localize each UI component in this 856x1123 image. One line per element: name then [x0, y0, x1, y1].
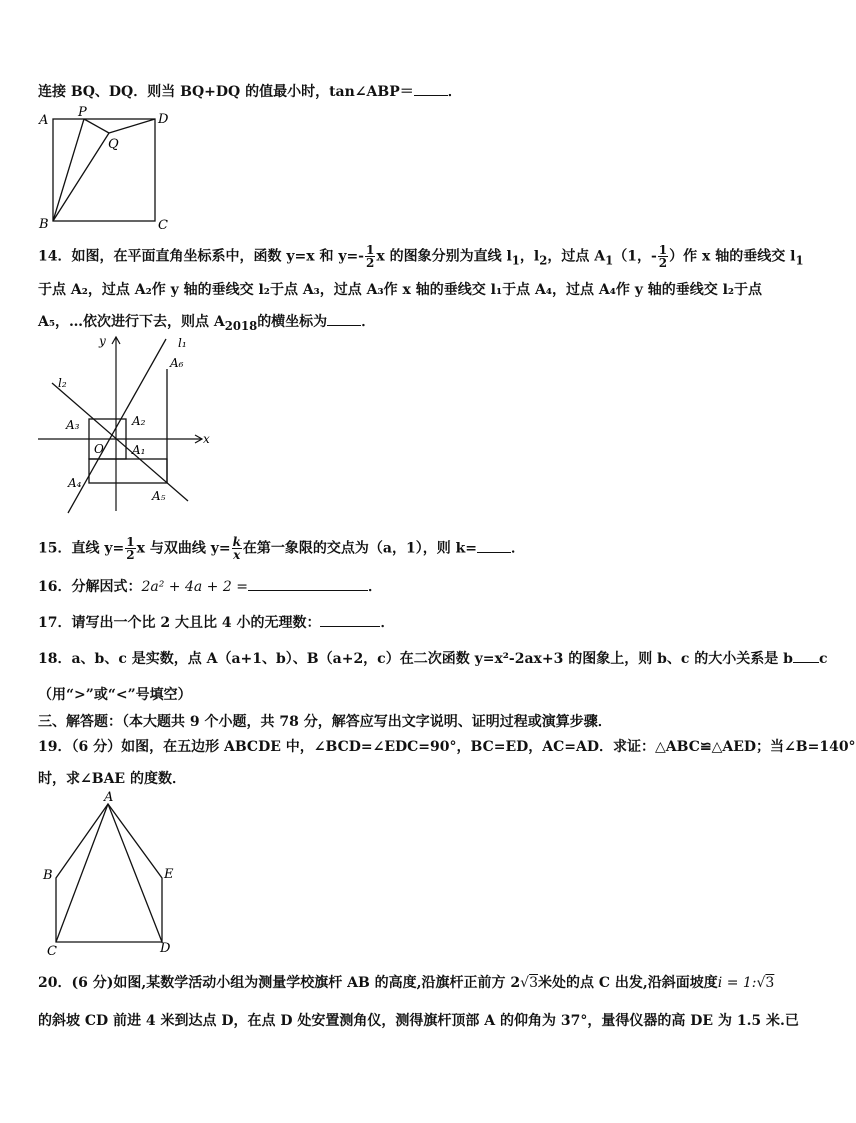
q14-label-o: O: [94, 442, 104, 456]
q14-frac2-den: 2: [658, 256, 668, 270]
q14-text-c: ，l: [519, 248, 540, 265]
q15-text-a: 15．直线 y=: [38, 540, 125, 557]
q19-line-ac: [56, 804, 108, 942]
q13-label-b: B: [39, 217, 49, 232]
q18-text-b: c: [818, 651, 828, 667]
q14-line3: [38, 313, 375, 335]
q19-figure: [40, 790, 190, 958]
q13-figure: [36, 105, 176, 233]
q13-label-c: C: [158, 218, 168, 233]
q14-text-a: 14．如图，在平面直角坐标系中，函数 y=x 和 y=-: [38, 248, 364, 265]
q14-label-a6: A₆: [170, 356, 184, 370]
q14-sub-5: 2018: [224, 318, 258, 333]
q16-expression: 2a² + 4a + 2 =: [141, 579, 248, 595]
q14-sub-2: 2: [539, 253, 548, 268]
q14-sub-3: 1: [605, 253, 614, 268]
q14-label-a3: A₃: [66, 418, 80, 432]
q14-label-x: x: [203, 432, 210, 446]
q14-label-a1: A₁: [132, 443, 146, 457]
q18-line1: [38, 650, 828, 668]
q14-text-l3a: A₅，…依次进行下去，则点 A: [38, 314, 225, 330]
q15-frac2-num: k: [232, 535, 241, 549]
q15-fraction-2: [232, 536, 242, 561]
q16-text: [38, 578, 382, 596]
q18-text-a: 18．a、b、c 是实数，点 A（a+1、b）、B（a+2，c）在二次函数 y=x²-2ax+3 的图象上，则 b、c 的大小关系是 b: [38, 651, 793, 667]
q18-answer-blank: [793, 650, 819, 663]
q15-text: [38, 536, 525, 561]
q14-frac1-den: 2: [366, 256, 375, 270]
q20-sqrt2-value: 3: [765, 975, 775, 991]
q14-sub-1: 1: [511, 253, 520, 268]
q15-period: ．: [511, 540, 526, 557]
q20-sqrt-2: √3: [756, 975, 775, 991]
q15-frac1-num: 1: [126, 535, 135, 549]
q13-statement: 连接 BQ、DQ．则当 BQ+DQ 的值最小时，tan∠ABP＝: [38, 84, 414, 100]
q14-label-l2: l₂: [58, 376, 67, 390]
q15-frac1-den: 2: [126, 548, 135, 562]
q20-line1: [38, 974, 774, 992]
q14-text-d: ，过点 A: [547, 248, 606, 265]
q13-label-q: Q: [108, 137, 119, 152]
q17-answer-blank: [320, 614, 380, 627]
q13-label-a: A: [39, 113, 49, 128]
q15-answer-blank: [477, 540, 511, 553]
q14-fraction-2: [658, 244, 668, 269]
q19-pentagon: [56, 804, 162, 942]
q15-text-b: x 与双曲线 y=: [136, 540, 231, 557]
q19-line-ad: [108, 804, 162, 942]
q20-line2: 的斜坡 CD 前进 4 米到达点 D，在点 D 处安置测角仪，测得旗杆顶部 A 的仰角为 37°，量得仪器的高 DE 为 1.5 米.已: [38, 1013, 799, 1029]
q14-text-l3b: 的横坐标为: [257, 314, 328, 330]
q18-line2: （用“>”或“<”号填空）: [38, 687, 192, 703]
q20-text-a: 20．(6 分)如图,某数学活动小组为测量学校旗杆 AB 的高度,沿旗杆正前方 2: [38, 975, 521, 991]
q15-text-c: 在第一象限的交点为（a，1），则 k=: [242, 540, 478, 557]
q17-text: [38, 614, 394, 632]
q14-label-l1: l₁: [178, 336, 187, 350]
q13-answer-blank: [414, 83, 448, 96]
q17-text-a: 17．请写出一个比 2 大且比 4 小的无理数：: [38, 615, 321, 631]
q13-label-d: D: [158, 112, 169, 127]
q14-label-y: y: [99, 334, 106, 348]
q19-label-e: E: [164, 867, 174, 882]
q14-line1: [38, 244, 804, 269]
q20-sqrt-1: √3: [520, 975, 538, 991]
q14-rect-lower: [89, 459, 167, 483]
q19-line2: 时，求∠BAE 的度数．: [38, 771, 186, 787]
q14-answer-blank: [327, 313, 361, 326]
q14-period: ．: [361, 314, 376, 330]
q14-line2: 于点 A₂，过点 A₂作 y 轴的垂线交 l₂于点 A₃，过点 A₃作 x 轴的垂线交 l₁于点 A₄，过点 A₄作 y 轴的垂线交 l₂于点: [38, 282, 763, 298]
q13-line-bp: [53, 119, 84, 221]
q13-text: [38, 83, 462, 101]
q14-text-b: x 的图象分别为直线 l: [376, 248, 512, 265]
q14-fraction-1: [365, 244, 375, 269]
q13-line-bq: [53, 133, 109, 221]
q19-label-d: D: [160, 941, 171, 956]
q14-text-e: （1，-: [613, 248, 657, 265]
q13-line-qd: [109, 119, 155, 133]
q16-period: ．: [367, 579, 382, 595]
q20-text-b: 米处的点 C 出发,沿斜面坡度: [538, 975, 718, 991]
q19-label-a: A: [104, 790, 114, 805]
q13-line-pq: [84, 119, 109, 133]
q14-line-l1: [68, 339, 166, 513]
q19-label-b: B: [43, 868, 53, 883]
q17-period: ．: [380, 615, 395, 631]
q14-frac1-num: 1: [366, 243, 375, 257]
section3-heading: 三、解答题：（本大题共 9 个小题，共 78 分，解答应写出文字说明、证明过程或演算步骤．: [38, 714, 612, 730]
q20-ratio: i = 1:: [717, 975, 757, 991]
q19-line1: 19．（6 分）如图，在五边形 ABCDE 中，∠BCD=∠EDC=90°，BC=ED，AC=AD．求证：△ABC≌△AED；当∠B=140°: [38, 739, 856, 755]
q16-text-a: 16．分解因式：: [38, 579, 142, 595]
q14-figure: [36, 333, 216, 515]
q20-sqrt1-value: 3: [529, 975, 538, 991]
q14-label-a2: A₂: [132, 414, 146, 428]
q14-frac2-num: 1: [658, 243, 668, 257]
q14-sub-4: 1: [795, 253, 804, 268]
q15-frac2-den: x: [233, 548, 241, 562]
q19-label-c: C: [47, 944, 57, 959]
q13-period: ．: [447, 84, 462, 100]
q14-label-a4: A₄: [68, 476, 82, 490]
q14-text-f: ）作 x 轴的垂线交 l: [669, 248, 796, 265]
q15-fraction-1: [125, 536, 135, 561]
q14-label-a5: A₅: [152, 489, 166, 503]
q16-answer-blank: [248, 578, 368, 591]
q13-label-p: P: [78, 105, 87, 120]
